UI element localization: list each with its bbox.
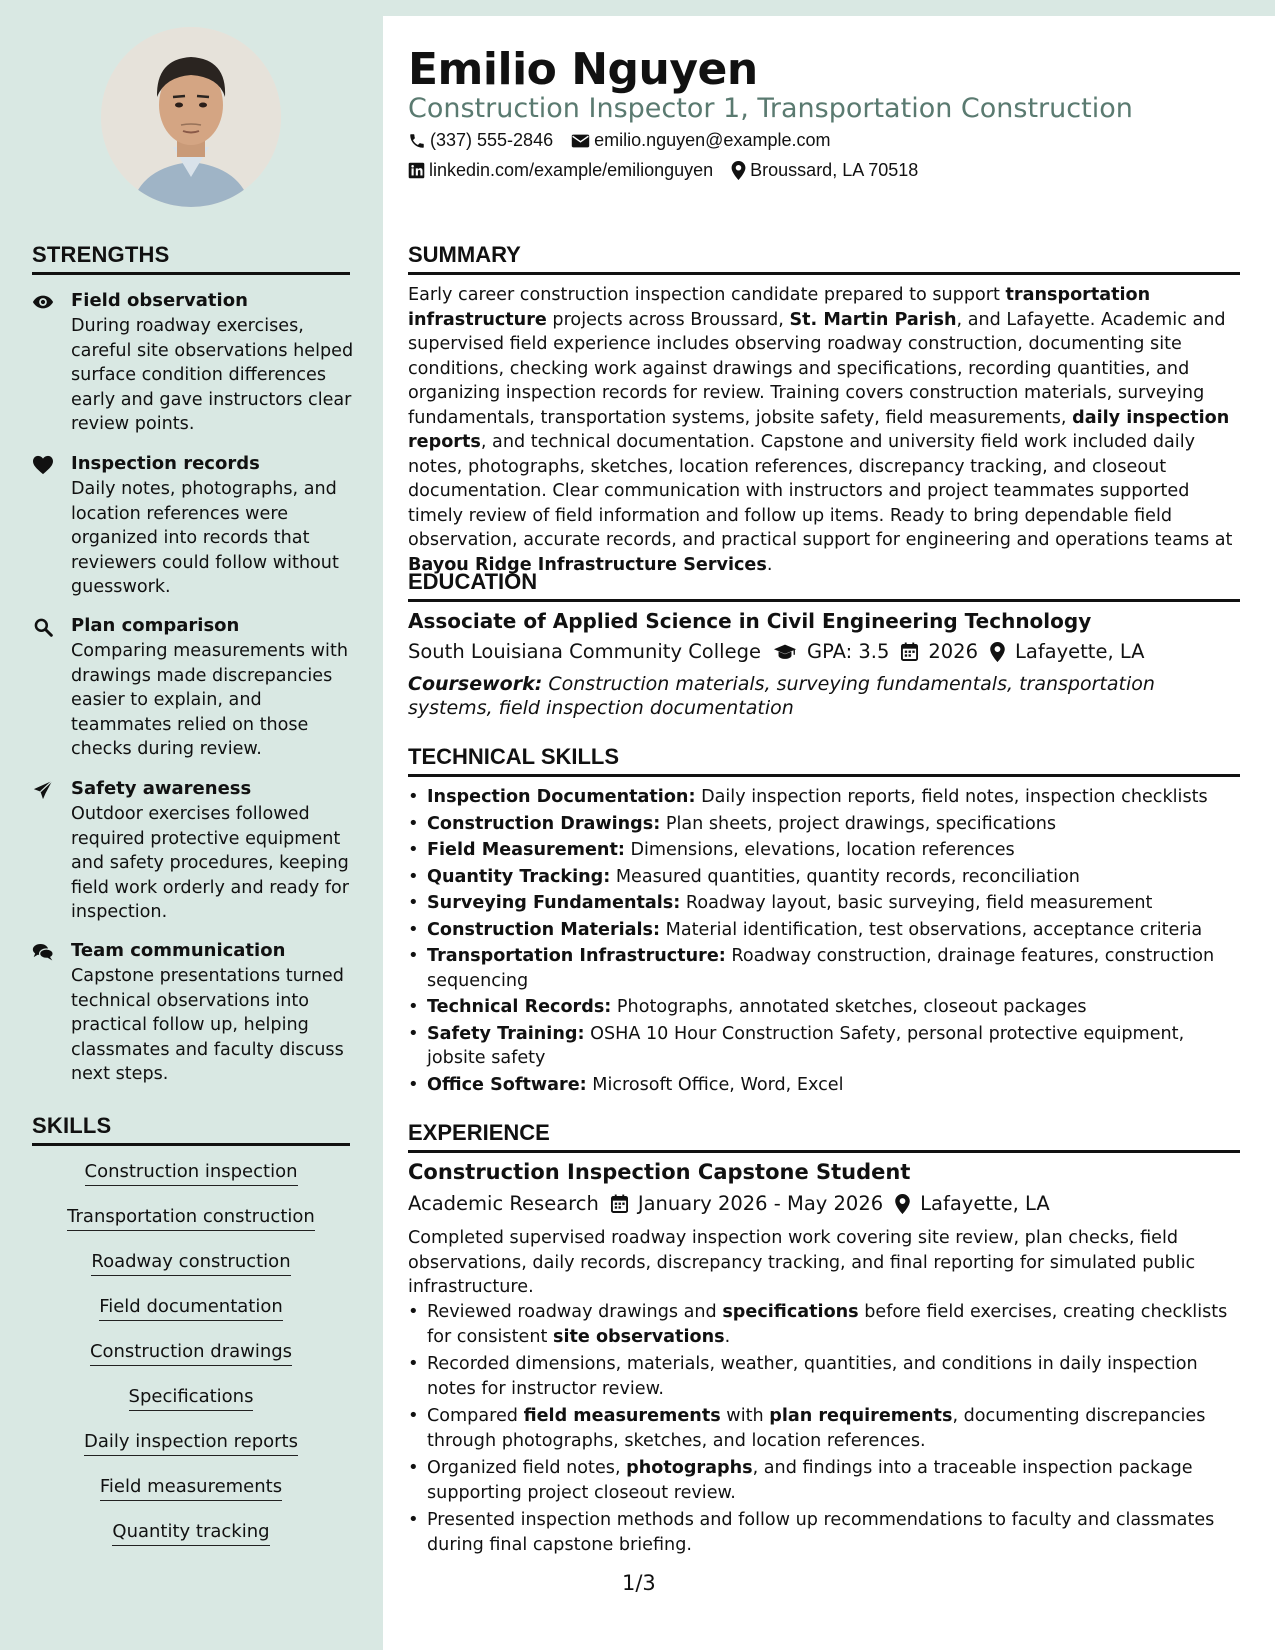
skill-tag: Field measurements <box>32 1476 350 1501</box>
skills-heading: SKILLS <box>32 1113 350 1146</box>
graduation-cap-icon <box>773 643 797 661</box>
education-meta <box>408 640 1157 663</box>
contact-location <box>731 160 918 181</box>
gpa: GPA: 3.5 <box>773 640 889 663</box>
coursework: Coursework: Construction materials, surveying fundamentals, transportation systems, field inspection documentation <box>408 673 1155 719</box>
strength-desc: During roadway exercises, careful site observations helped surface condition differences early and gave instructors clear review points. <box>71 316 354 434</box>
list-item: • Office Software: Microsoft Office, Word, Excel <box>408 1073 1240 1098</box>
strength-title: Inspection records <box>71 453 260 474</box>
list-item: • Construction Drawings: Plan sheets, project drawings, specifications <box>408 812 1240 837</box>
skill-tag: Field documentation <box>32 1296 350 1321</box>
envelope-icon <box>571 133 590 149</box>
comments-icon <box>32 942 54 962</box>
summary-text: Early career construction inspection candidate prepared to support transportation infrastructure projects across Broussard, St. Martin Parish, and Lafayette. Academic and supervised field experience includes observing roadway construction, documenting site conditions, checking work against drawings and specifications, recording quantities, and organizing inspection records for review. Training covers construction materials, surveying fundamentals, transportation systems, jobsite safety, field measurements, daily inspection reports, and technical documentation. Capstone and university field work included daily notes, photographs, sketches, location references, discrepancy tracking, and closeout documentation. Clear communication with instructors and project teammates supported timely review of field information and follow up items. Ready to bring dependable field observation, accurate records, and practical support for engineering and operations teams at Bayou Ridge Infrastructure Services. <box>408 285 1233 575</box>
list-item: • Transportation Infrastructure: Roadway construction, drainage features, construction sequencing <box>408 944 1240 993</box>
job-description: Completed supervised roadway inspection work covering site review, plan checks, field observations, daily records, discrepancy tracking, and final reporting for simulated public infrastructure. <box>408 1228 1196 1297</box>
list-item: • Organized field notes, photographs, and findings into a traceable inspection package supporting project closeout review. <box>408 1456 1240 1505</box>
technical-skills-heading: TECHNICAL SKILLS <box>408 744 1240 777</box>
list-item: • Quantity Tracking: Measured quantities, quantity records, reconciliation <box>408 865 1240 890</box>
technical-skills-list <box>408 785 1240 1099</box>
list-item: • Construction Materials: Material identification, test observations, acceptance criteria <box>408 918 1240 943</box>
strength-title: Plan comparison <box>71 615 240 636</box>
calendar-icon <box>611 1194 628 1213</box>
email-text: emilio.nguyen@example.com <box>594 130 831 150</box>
contact-linkedin[interactable] <box>408 160 713 181</box>
contact-row-2 <box>408 160 936 181</box>
search-icon <box>32 617 54 637</box>
job-location: Lafayette, LA <box>895 1192 1050 1215</box>
job-meta <box>408 1192 1062 1215</box>
skill-tag: Daily inspection reports <box>32 1431 350 1456</box>
calendar-icon <box>901 642 918 661</box>
phone-icon <box>408 132 426 150</box>
heart-icon <box>32 455 54 475</box>
strength-desc: Outdoor exercises followed required protective equipment and safety procedures, keeping field work orderly and ready for inspection. <box>71 804 350 922</box>
contact-row-1 <box>408 130 848 151</box>
job-title: Construction Inspection Capstone Student <box>408 1160 911 1184</box>
education-heading: EDUCATION <box>408 569 1240 602</box>
phone-text: (337) 555-2846 <box>430 130 554 150</box>
graduation-year: 2026 <box>901 640 978 663</box>
skill-tag: Quantity tracking <box>32 1521 350 1546</box>
skill-tag: Transportation construction <box>32 1206 350 1231</box>
education-location: Lafayette, LA <box>990 640 1145 663</box>
job-org: Academic Research <box>408 1192 599 1215</box>
skill-tag: Specifications <box>32 1386 350 1411</box>
strength-title: Field observation <box>71 290 248 311</box>
job-dates: January 2026 - May 2026 <box>611 1192 883 1215</box>
map-pin-icon <box>895 1194 910 1214</box>
strength-desc: Daily notes, photographs, and location references were organized into records that reviewers could follow without guesswork. <box>71 479 339 597</box>
page-number: 1/3 <box>622 1571 656 1595</box>
paper-plane-icon <box>32 780 54 800</box>
contact-phone[interactable] <box>408 130 553 151</box>
strength-title: Team communication <box>71 940 286 961</box>
list-item: • Compared field measurements with plan requirements, documenting discrepancies through photographs, sketches, and location references. <box>408 1404 1240 1453</box>
contact-email[interactable] <box>571 130 830 151</box>
strengths-heading: STRENGTHS <box>32 242 350 275</box>
list-item: • Reviewed roadway drawings and specifications before field exercises, creating checklists for consistent site observations. <box>408 1300 1240 1349</box>
skill-tag: Roadway construction <box>32 1251 350 1276</box>
experience-bullets <box>408 1300 1240 1560</box>
avatar <box>101 27 281 207</box>
list-item: • Safety Training: OSHA 10 Hour Construction Safety, personal protective equipment, jobsite safety <box>408 1022 1240 1071</box>
degree-title: Associate of Applied Science in Civil Engineering Technology <box>408 609 1092 633</box>
map-pin-icon <box>990 642 1005 662</box>
strength-title: Safety awareness <box>71 778 252 799</box>
location-text: Broussard, LA 70518 <box>750 160 919 180</box>
linkedin-icon <box>408 162 425 179</box>
list-item: • Presented inspection methods and follow up recommendations to faculty and classmates during final capstone briefing. <box>408 1508 1240 1557</box>
list-item: • Field Measurement: Dimensions, elevations, location references <box>408 838 1240 863</box>
summary-heading: SUMMARY <box>408 242 1240 275</box>
candidate-name: Emilio Nguyen <box>408 44 758 95</box>
map-pin-icon <box>731 161 746 180</box>
list-item: • Surveying Fundamentals: Roadway layout, basic surveying, field measurement <box>408 891 1240 916</box>
list-item: • Recorded dimensions, materials, weather, quantities, and conditions in daily inspection notes for instructor review. <box>408 1352 1240 1401</box>
candidate-headline: Construction Inspector 1, Transportation Construction <box>408 93 1133 124</box>
strength-desc: Capstone presentations turned technical observations into practical follow up, helping classmates and faculty discuss next steps. <box>71 966 344 1084</box>
list-item: • Inspection Documentation: Daily inspection reports, field notes, inspection checklists <box>408 785 1240 810</box>
skill-tag: Construction drawings <box>32 1341 350 1366</box>
school-name: South Louisiana Community College <box>408 640 761 663</box>
experience-heading: EXPERIENCE <box>408 1120 1240 1153</box>
strength-desc: Comparing measurements with drawings made discrepancies easier to explain, and teammates relied on those checks during review. <box>71 641 348 759</box>
skill-tag: Construction inspection <box>32 1161 350 1186</box>
list-item: • Technical Records: Photographs, annotated sketches, closeout packages <box>408 995 1240 1020</box>
linkedin-text: linkedin.com/example/emilionguyen <box>429 160 714 180</box>
eye-icon <box>32 292 54 312</box>
